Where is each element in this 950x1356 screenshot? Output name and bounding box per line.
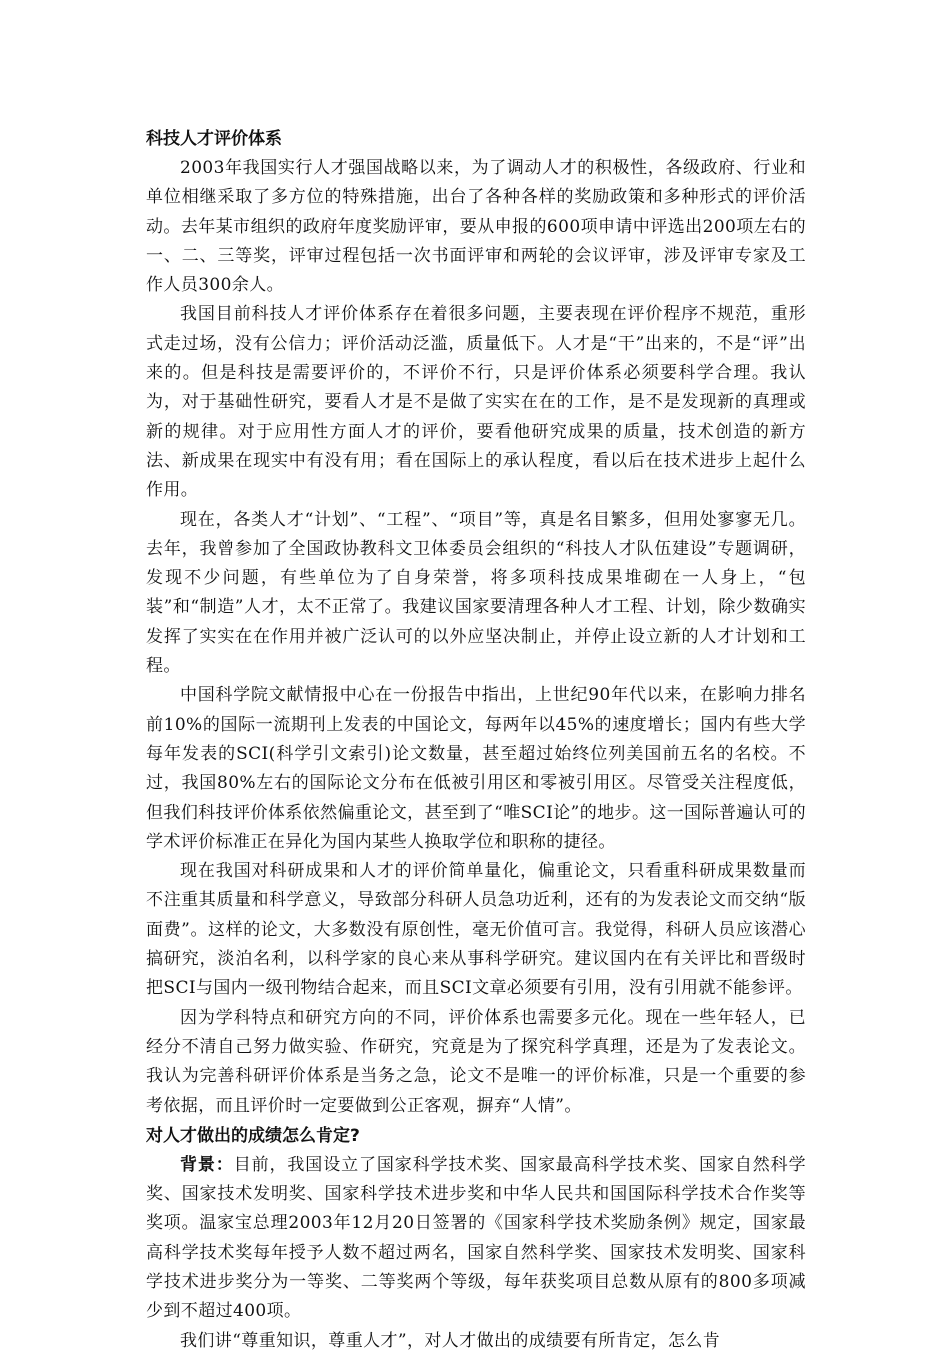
paragraph-5: 现在我国对科研成果和人才的评价简单量化，偏重论文，只看重科研成果数量而不注重其质量和科学意义，导致部分科研人员急功近利，还有的为发表论文而交纳“版面费”。这样的论文，大多数没有原创性，毫无价值可言。我觉得，科研人员应该潜心搞研究，淡泊名利，以科学家的良心来从事科学研究。建议国内在有关评比和晋级时把SCI与国内一级刊物结合起来，而且SCI文章必须要有引用，没有引用就不能参评。 — [146, 861, 806, 999]
paragraph-4: 中国科学院文献情报中心在一份报告中指出，上世纪90年代以来，在影响力排名前10%的国际一流期刊上发表的中国论文，每两年以45%的速度增长；国内有些大学每年发表的SCI(科学引文索引)论文数量，甚至超过始终位列美国前五名的名校。不过，我国80%左右的国际论文分布在低被引用区和零被引用区。尽管受关注程度低，但我们科技评价体系依然偏重论文，甚至到了“唯SCI论”的地步。这一国际普遍认可的学术评价标准正在异化为国内某些人换取学位和职称的捷径。 — [146, 685, 806, 852]
paragraph-2: 我国目前科技人才评价体系存在着很多问题，主要表现在评价程序不规范，重形式走过场，没有公信力；评价活动泛滥，质量低下。人才是“干”出来的，不是“评”出来的。但是科技是需要评价的，不评价不行，只是评价体系必须要科学合理。我认为，对于基础性研究，要看人才是不是做了实实在在的工作，是不是发现新的真理或新的规律。对于应用性方面人才的评价，要看他研究成果的质量，技术创造的新方法、新成果在现实中有没有用；看在国际上的承认程度，看以后在技术进步上起什么作用。 — [146, 304, 806, 501]
paragraph-3: 现在，各类人才“计划”、“工程”、“项目”等，真是名目繁多，但用处寥寥无几。去年，我曾参加了全国政协教科文卫体委员会组织的“科技人才队伍建设”专题调研，发现不少问题，有些单位为了自身荣誉，将多项科技成果堆砌在一人身上，“包装”和“制造”人才，太不正常了。我建议国家要清理各种人才工程、计划，除少数确实发挥了实实在在作用并被广泛认可的以外应坚决制止，并停止设立新的人才计划和工程。 — [146, 509, 806, 677]
section-title-recognition: 对人才做出的成绩怎么肯定? — [146, 1125, 360, 1146]
paragraph-6: 因为学科特点和研究方向的不同，评价体系也需要多元化。现在一些年轻人，已经分不清自己努力做实验、作研究，究竟是为了探究科学真理，还是为了发表论文。我认为完善科研评价体系是当务之急，论文不是唯一的评价标准，只是一个重要的参考依据，而且评价时一定要做到公正客观，摒弃“人情”。 — [146, 1007, 806, 1116]
background-text: 目前，我国设立了国家科学技术奖、国家最高科学技术奖、国家自然科学奖、国家技术发明奖、国家科学技术进步奖和中华人民共和国国际科学技术合作奖等奖项。温家宝总理2003年12月20日签署的《国家科学技术奖励条例》规定，国家最高科学技术奖每年授予人数不超过两名，国家自然科学奖、国家技术发明奖、国家科学技术进步奖分为一等奖、二等奖两个等级，每年获奖项目总数从原有的800多项减少到不超过400项。 — [146, 1154, 806, 1322]
background-paragraph — [146, 1151, 806, 1327]
section-title-talent-evaluation: 科技人才评价体系 — [146, 129, 282, 149]
document-page — [146, 124, 806, 1356]
paragraph-1: 2003年我国实行人才强国战略以来，为了调动人才的积极性，各级政府、行业和单位相继采取了多方位的特殊措施，出台了各种各样的奖励政策和多种形式的评价活动。去年某市组织的政府年度奖励评审，要从申报的600项申请中评选出200项左右的一、二、三等奖，评审过程包括一次书面评审和两轮的会议评审，涉及评审专家及工作人员300余人。 — [146, 158, 806, 296]
paragraph-last: 我们讲“尊重知识，尊重人才”，对人才做出的成绩要有所肯定，怎么肯 — [180, 1330, 721, 1351]
background-label: 背景： — [180, 1154, 234, 1175]
